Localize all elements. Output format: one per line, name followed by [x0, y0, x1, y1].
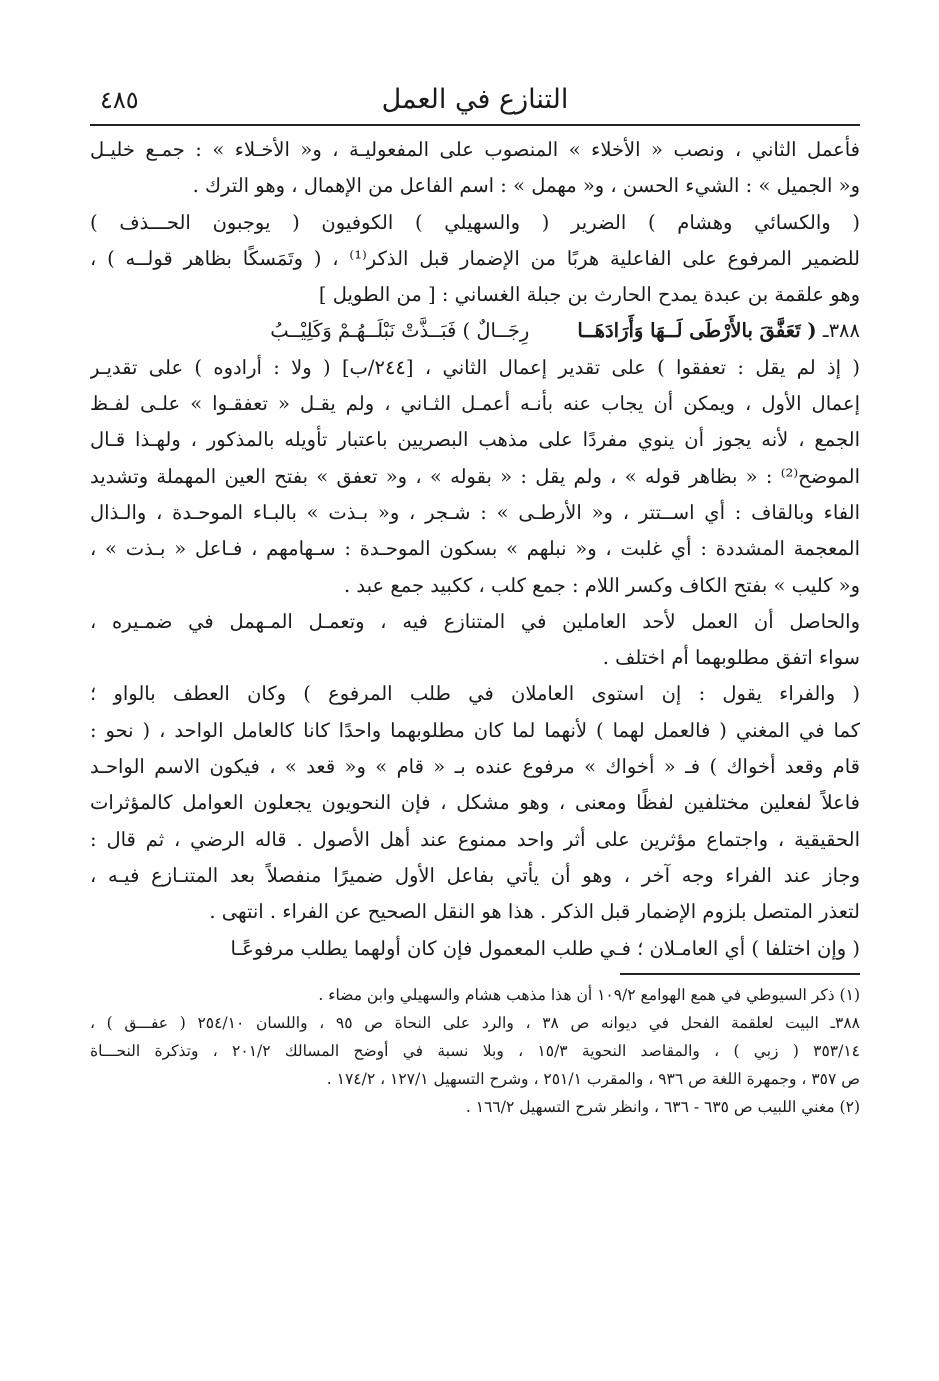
text-line: الحقيقية ، واجتماع مؤثرين على أثر واحد ممنوع عند أهل الأصول . قاله الرضي ، ثم قال :: [90, 827, 860, 851]
text-line: سواء اتفق مطلوبهما أم اختلف .: [602, 646, 860, 670]
text-line: والحاصل أن العمل لأحد العاملين في المتنازع فيه ، وتعمـل المـهمل في ضمـيره ،: [90, 609, 860, 633]
footnote-line: ٣٨٨ـ البيت لعلقمة الفحل في ديوانه ص ٣٨ ، والرد على النحاة ص ٩٥ ، واللسان ٢٥٤/١٠ ( عفـــق ) ،: [90, 1013, 860, 1032]
footnote-line: ٣٥٣/١٤ ( زبي ) ، والمقاصد النحوية ١٥/٣ ، وبلا نسبة في أوضح المسالك ٢٠١/٢ ، وتذكرة النحـــاة: [90, 1041, 860, 1060]
verse-first-hemistich: ( تَعَفَّقَ بالأَرْطَى لَــهَا وَأَرَادَهَــا: [577, 319, 817, 343]
footnote-line: ص ٣٥٧ ، وجمهرة اللغة ص ٩٣٦ ، والمقرب ٢٥١/١ ، وشرح التسهيل ١٢٧/١ ، ١٧٤/٢ .: [326, 1069, 860, 1088]
text-line: ( والكسائي وهشام ) الضرير ( والسهيلي ) الكوفيون ( يوجبون الحـــذف ): [90, 210, 860, 234]
text-line: للضمير المرفوع على الفاعلية هربًا من الإضمار قبل الذكر⁽¹⁾ ، ( وتَمَسكًا بظاهر قولــه ) ،: [90, 246, 860, 270]
main-text: [90, 132, 860, 967]
text-line: ( إذ لم يقل : تعفقوا ) على تقدير إعمال الثاني ، [٢٤٤/ب] ( ولا : أرادوه ) على تقديـر: [90, 355, 860, 379]
text-line: قام وقعد أخواك ) فـ « أخواك » مرفوع عنده بـ « قام » و« قعد » ، فيكون الاسم الواحـد: [90, 755, 860, 779]
text-line: الموضح⁽²⁾ : « بظاهر قوله » ، ولم يقل : « بقوله » ، و« تعفق » بفتح العين المهملة وتشديد: [90, 464, 860, 488]
text-line: وهو علقمة بن عبدة يمدح الحارث بن جبلة الغساني : [ من الطويل ]: [318, 283, 860, 307]
footnotes: [90, 981, 860, 1121]
text-line: و« الجميل » : الشيء الحسن ، و« مهمل » : اسم الفاعل من الإهمال ، وهو الترك .: [192, 174, 860, 198]
text-line: لتعذر المتصل بلزوم الإضمار قبل الذكر . هذا هو النقل الصحيح عن الفراء . انتهى .: [209, 900, 860, 924]
text-line: ( والفراء يقول : إن استوى العاملان في طلب المرفوع ) وكان العطف بالواو ؛: [90, 682, 860, 706]
verse-number: ٣٨٨ـ: [822, 319, 860, 343]
page-number: ٤٨٥: [100, 86, 139, 114]
text-line: إعمال الأول ، ويمكن أن يجاب عنه بأنـه أعمـل الثـاني ، ولم يقـل « تعفقـوا » علـى لفـظ: [90, 392, 860, 416]
text-line: وجاز عند الفراء وجه آخر ، وهو أن يأتي بفاعل الأول ضميرًا منفصلاً بعد المتنـازع فيـه ،: [90, 863, 860, 887]
text-line: فأعمل الثاني ، ونصب « الأخلاء » المنصوب على المفعوليـة ، و« الأخـلاء » : جمـع خليـل: [90, 138, 860, 161]
footnote-separator: [620, 973, 860, 975]
page-title: التنازع في العمل: [381, 84, 569, 115]
text-line: و« كليب » بفتح الكاف وكسر اللام : جمع كلب ، ككبيد جمع عبد .: [344, 573, 860, 597]
text-line: الفاء وبالقاف : أي اســتتر ، و« الأرطـى » : شـجر ، و« بـذت » بالبـاء الموحـدة ، والـذال: [90, 500, 860, 524]
verse-second-hemistich: رِجَــالٌ ) فَبَــذَّتْ نَبْلَــهُـمْ وَكَلِيْــبُ: [270, 319, 530, 343]
text-line: كما في المغني ( فالعمل لهما ) لأنهما لما كان مطلوبهما واحدًا كانا كالعامل الواحد ، ( نحو :: [90, 718, 860, 742]
footnote-line: (١) ذكر السيوطي في همع الهوامع ١٠٩/٢ أن هذا مذهب هشام والسهيلي وابن مضاء .: [318, 985, 860, 1004]
text-line: المعجمة المشددة : أي غلبت ، و« نبلهم » بسكون الموحـدة : سـهامهم ، فـاعل « بـذت » ،: [90, 537, 860, 561]
text-line: ( وإن اختلفا ) أي العامـلان ؛ فـي طلب المعمول فإن كان أولهما يطلب مرفوعًـا: [230, 936, 860, 960]
document-page: [90, 80, 860, 1121]
verse-line: [90, 313, 860, 349]
text-line: الجمع ، لأنه يجوز أن ينوي مفردًا على مذهب البصريين باعتبار تأويله بالمذكور ، ولهـذا قـال: [90, 428, 860, 452]
footnote-line: (٢) مغني اللبيب ص ٦٣٥ - ٦٣٦ ، وانظر شرح التسهيل ١٦٦/٢ .: [465, 1097, 860, 1116]
page-header: [90, 80, 860, 126]
text-line: فاعلاً لفعلين مختلفين لفظًا ومعنى ، وهو مشكل ، فإن النحويون يجعلون العوامل كالمؤثرات: [90, 791, 860, 815]
